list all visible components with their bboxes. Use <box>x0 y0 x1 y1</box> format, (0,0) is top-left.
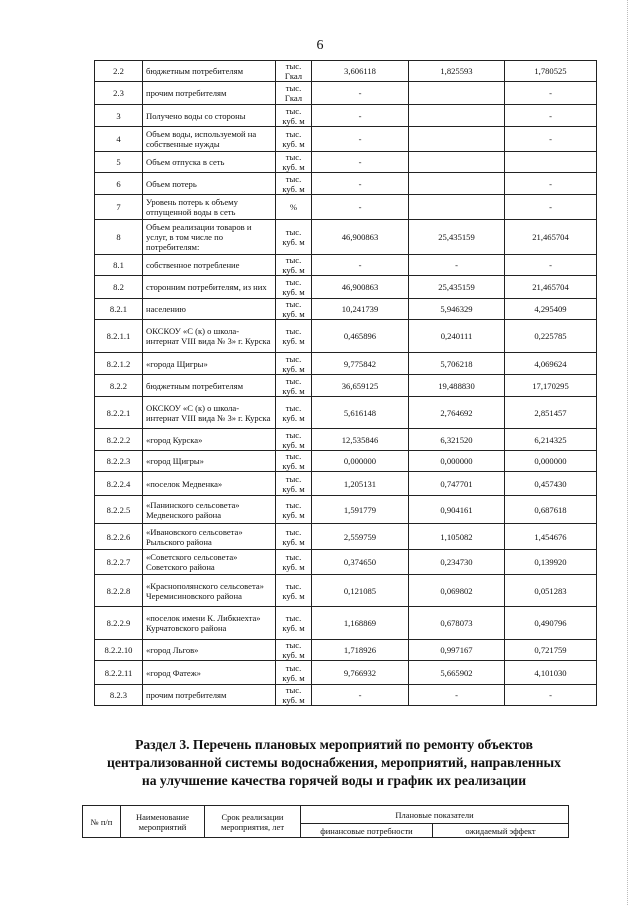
row-value-period-1: 19,488830 <box>409 375 505 397</box>
row-value-period-1: 0,000000 <box>409 451 505 472</box>
row-unit: тыс. куб. м <box>276 353 312 375</box>
row-name: «Ивановского сельсовета» Рыльского района <box>143 524 276 550</box>
row-unit: тыс. куб. м <box>276 255 312 276</box>
row-unit: тыс. куб. м <box>276 320 312 353</box>
row-value-period-1: 5,946329 <box>409 299 505 320</box>
row-value-period-1: 25,435159 <box>409 276 505 299</box>
row-number: 2.2 <box>95 61 143 82</box>
row-value-period-2: 0,000000 <box>505 451 597 472</box>
row-name: ОКСКОУ «С (к) о школа-интернат VIII вида № 3» г. Курска <box>143 397 276 429</box>
row-number: 6 <box>95 173 143 195</box>
row-value-period-1: 0,234730 <box>409 550 505 575</box>
row-name: Объем воды, используемой на собственные нужды <box>143 127 276 152</box>
balance-table-body <box>95 61 597 706</box>
row-value-period-2: 4,295409 <box>505 299 597 320</box>
row-value-period-2: - <box>505 173 597 195</box>
row-value-period-1: 5,665902 <box>409 661 505 685</box>
row-value-total: - <box>312 127 409 152</box>
table-row <box>95 105 597 127</box>
row-unit: тыс. куб. м <box>276 299 312 320</box>
plan-col-indicators: Плановые показатели <box>301 806 569 824</box>
row-number: 8.2.3 <box>95 685 143 706</box>
plan-col-name: Наименование мероприятий <box>121 806 205 838</box>
table-row <box>95 575 597 607</box>
row-unit: тыс. куб. м <box>276 607 312 640</box>
row-number: 8.2.1.2 <box>95 353 143 375</box>
row-value-period-2: - <box>505 255 597 276</box>
row-value-total: 46,900863 <box>312 276 409 299</box>
row-value-period-2: 0,687618 <box>505 496 597 524</box>
row-value-period-2: 2,851457 <box>505 397 597 429</box>
row-name: населению <box>143 299 276 320</box>
table-row <box>95 496 597 524</box>
row-number: 3 <box>95 105 143 127</box>
row-value-period-1: 0,678073 <box>409 607 505 640</box>
row-name: прочим потребителям <box>143 82 276 105</box>
row-value-total: - <box>312 82 409 105</box>
row-value-period-1 <box>409 195 505 220</box>
row-unit: тыс. куб. м <box>276 127 312 152</box>
row-value-period-1 <box>409 173 505 195</box>
table-row <box>95 152 597 173</box>
row-value-total: 3,606118 <box>312 61 409 82</box>
scan-edge <box>627 0 634 905</box>
table-row <box>95 61 597 82</box>
table-row <box>95 451 597 472</box>
row-unit: тыс. куб. м <box>276 276 312 299</box>
table-row <box>95 472 597 496</box>
table-row <box>95 299 597 320</box>
row-number: 4 <box>95 127 143 152</box>
row-value-period-1: - <box>409 685 505 706</box>
row-unit: тыс. Гкал <box>276 61 312 82</box>
row-name: «города Щигры» <box>143 353 276 375</box>
row-value-period-2: - <box>505 195 597 220</box>
row-number: 8.2.2.4 <box>95 472 143 496</box>
row-name: «поселок имени К. Либкнехта» Курчатовского района <box>143 607 276 640</box>
table-row <box>95 195 597 220</box>
row-value-total: 0,465896 <box>312 320 409 353</box>
row-value-total: 1,718926 <box>312 640 409 661</box>
row-name: Объем потерь <box>143 173 276 195</box>
row-value-period-2: - <box>505 685 597 706</box>
row-number: 8.2.2.10 <box>95 640 143 661</box>
row-unit: тыс. куб. м <box>276 661 312 685</box>
row-unit: тыс. Гкал <box>276 82 312 105</box>
row-name: Уровень потерь к объему отпущенной воды в сеть <box>143 195 276 220</box>
row-number: 8.1 <box>95 255 143 276</box>
row-value-total: 0,121085 <box>312 575 409 607</box>
row-number: 8.2.2.9 <box>95 607 143 640</box>
row-value-period-2: 4,101030 <box>505 661 597 685</box>
row-value-period-2: 4,069624 <box>505 353 597 375</box>
row-unit: тыс. куб. м <box>276 220 312 255</box>
row-value-total: 1,168869 <box>312 607 409 640</box>
row-name: Получено воды со стороны <box>143 105 276 127</box>
row-name: прочим потребителям <box>143 685 276 706</box>
row-value-total: 46,900863 <box>312 220 409 255</box>
table-row <box>95 220 597 255</box>
table-row <box>95 173 597 195</box>
row-value-period-2: - <box>505 127 597 152</box>
row-unit: тыс. куб. м <box>276 575 312 607</box>
row-number: 8.2.2.2 <box>95 429 143 451</box>
row-value-total: - <box>312 173 409 195</box>
row-number: 8.2 <box>95 276 143 299</box>
row-value-period-2: 0,139920 <box>505 550 597 575</box>
row-value-period-2: 6,214325 <box>505 429 597 451</box>
plan-col-effect: ожидаемый эффект <box>433 824 569 838</box>
row-value-period-1: 0,240111 <box>409 320 505 353</box>
row-value-total: - <box>312 152 409 173</box>
table-row <box>95 524 597 550</box>
balance-table <box>94 60 597 706</box>
table-row <box>95 550 597 575</box>
row-name: бюджетным потребителям <box>143 61 276 82</box>
row-number: 8.2.1 <box>95 299 143 320</box>
row-name: бюджетным потребителям <box>143 375 276 397</box>
table-row <box>95 127 597 152</box>
row-number: 8.2.2.3 <box>95 451 143 472</box>
table-row <box>95 429 597 451</box>
row-unit: тыс. куб. м <box>276 524 312 550</box>
row-name: Объем отпуска в сеть <box>143 152 276 173</box>
row-value-total: 5,616148 <box>312 397 409 429</box>
row-value-period-2: 0,225785 <box>505 320 597 353</box>
row-unit: тыс. куб. м <box>276 472 312 496</box>
row-value-total: - <box>312 105 409 127</box>
row-value-period-1: 5,706218 <box>409 353 505 375</box>
row-value-period-1: 0,747701 <box>409 472 505 496</box>
table-row <box>95 685 597 706</box>
row-value-total: 1,205131 <box>312 472 409 496</box>
section-heading: Раздел 3. Перечень плановых мероприятий по ремонту объектов централизованной системы водоснабжения, мероприятий, направленных на улучшение качества горячей воды и график их реализации <box>107 737 561 788</box>
row-value-period-1: 6,321520 <box>409 429 505 451</box>
row-value-total: 10,241739 <box>312 299 409 320</box>
row-number: 8.2.2.8 <box>95 575 143 607</box>
row-number: 8.2.2.6 <box>95 524 143 550</box>
row-value-period-2: 1,780525 <box>505 61 597 82</box>
row-value-period-1: 2,764692 <box>409 397 505 429</box>
table-row <box>95 320 597 353</box>
row-number: 8.2.1.1 <box>95 320 143 353</box>
row-value-period-1 <box>409 127 505 152</box>
plan-table <box>82 805 569 838</box>
row-unit: тыс. куб. м <box>276 429 312 451</box>
row-value-period-1: 0,904161 <box>409 496 505 524</box>
table-row <box>95 255 597 276</box>
row-value-period-1 <box>409 82 505 105</box>
row-name: «Советского сельсовета» Советского района <box>143 550 276 575</box>
row-name: сторонним потребителям, из них <box>143 276 276 299</box>
row-value-total: - <box>312 195 409 220</box>
row-value-period-1: 0,069802 <box>409 575 505 607</box>
row-number: 8.2.2.5 <box>95 496 143 524</box>
row-value-period-2: 1,454676 <box>505 524 597 550</box>
row-value-period-2: - <box>505 105 597 127</box>
row-value-period-1: 1,825593 <box>409 61 505 82</box>
table-row <box>95 353 597 375</box>
row-unit: тыс. куб. м <box>276 173 312 195</box>
row-value-period-1: 1,105082 <box>409 524 505 550</box>
table-row <box>95 276 597 299</box>
row-value-total: 1,591779 <box>312 496 409 524</box>
row-number: 8.2.2 <box>95 375 143 397</box>
table-row <box>95 640 597 661</box>
row-value-total: 9,766932 <box>312 661 409 685</box>
row-name: «город Фатеж» <box>143 661 276 685</box>
plan-col-period: Срок реализации мероприятия, лет <box>205 806 301 838</box>
row-unit: тыс. куб. м <box>276 152 312 173</box>
row-unit: тыс. куб. м <box>276 105 312 127</box>
table-row <box>95 82 597 105</box>
row-name: Объем реализации товаров и услуг, в том числе по потребителям: <box>143 220 276 255</box>
row-number: 2.3 <box>95 82 143 105</box>
row-unit: % <box>276 195 312 220</box>
row-unit: тыс. куб. м <box>276 375 312 397</box>
row-unit: тыс. куб. м <box>276 397 312 429</box>
plan-col-financial: финансовые потребности <box>301 824 433 838</box>
row-value-total: - <box>312 685 409 706</box>
row-number: 8 <box>95 220 143 255</box>
row-value-total: 2,559759 <box>312 524 409 550</box>
plan-col-num: № п/п <box>83 806 121 838</box>
row-value-total: 9,775842 <box>312 353 409 375</box>
row-name: «город Щигры» <box>143 451 276 472</box>
row-value-period-1: 0,997167 <box>409 640 505 661</box>
row-value-period-1 <box>409 105 505 127</box>
row-name: ОКСКОУ «С (к) о школа-интернат VIII вида № 3» г. Курска <box>143 320 276 353</box>
row-number: 5 <box>95 152 143 173</box>
row-number: 8.2.2.7 <box>95 550 143 575</box>
row-value-period-2 <box>505 152 597 173</box>
row-name: «Панинского сельсовета» Медвенского района <box>143 496 276 524</box>
page-number: 6 <box>316 38 324 53</box>
row-name: «город Курска» <box>143 429 276 451</box>
row-name: «поселок Медвенка» <box>143 472 276 496</box>
row-unit: тыс. куб. м <box>276 451 312 472</box>
row-value-period-1 <box>409 152 505 173</box>
row-value-period-2: 0,721759 <box>505 640 597 661</box>
row-value-period-2: 0,051283 <box>505 575 597 607</box>
row-value-period-1: 25,435159 <box>409 220 505 255</box>
row-value-period-2: 17,170295 <box>505 375 597 397</box>
row-value-period-2: 0,457430 <box>505 472 597 496</box>
row-value-period-2: 21,465704 <box>505 220 597 255</box>
row-unit: тыс. куб. м <box>276 685 312 706</box>
table-row <box>95 397 597 429</box>
row-name: «город Льгов» <box>143 640 276 661</box>
row-value-period-2: 0,490796 <box>505 607 597 640</box>
table-row <box>95 607 597 640</box>
row-number: 8.2.2.1 <box>95 397 143 429</box>
row-value-total: - <box>312 255 409 276</box>
row-value-period-2: - <box>505 82 597 105</box>
row-value-total: 0,000000 <box>312 451 409 472</box>
row-value-period-2: 21,465704 <box>505 276 597 299</box>
row-value-total: 36,659125 <box>312 375 409 397</box>
row-number: 8.2.2.11 <box>95 661 143 685</box>
row-unit: тыс. куб. м <box>276 496 312 524</box>
row-name: собственное потребление <box>143 255 276 276</box>
row-value-total: 12,535846 <box>312 429 409 451</box>
table-row <box>95 661 597 685</box>
row-unit: тыс. куб. м <box>276 640 312 661</box>
row-value-period-1: - <box>409 255 505 276</box>
row-number: 7 <box>95 195 143 220</box>
row-value-total: 0,374650 <box>312 550 409 575</box>
row-name: «Краснополянского сельсовета» Черемисиновского района <box>143 575 276 607</box>
table-row <box>95 375 597 397</box>
row-unit: тыс. куб. м <box>276 550 312 575</box>
